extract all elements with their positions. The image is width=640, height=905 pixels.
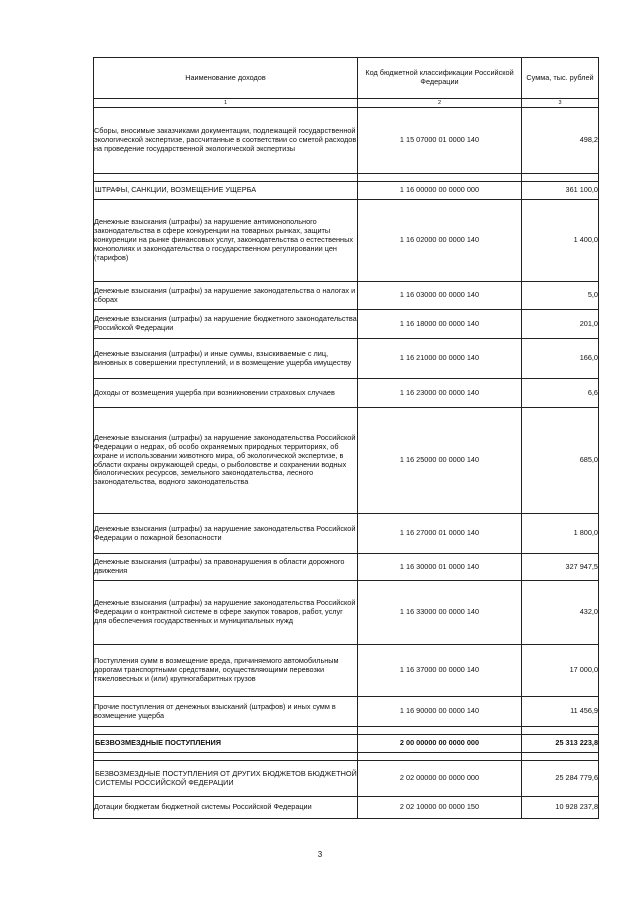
income-name: Денежные взыскания (штрафы) за нарушение законодательства о налогах и сборах xyxy=(94,282,358,310)
header-amount: Сумма, тыс. рублей xyxy=(522,58,599,99)
table-row xyxy=(94,200,599,282)
income-amount: 5,0 xyxy=(522,282,599,310)
spacer-row xyxy=(94,753,599,761)
income-amount: 10 928 237,8 xyxy=(522,797,599,819)
budget-code: 1 16 23000 00 0000 140 xyxy=(358,379,522,408)
table-row xyxy=(94,581,599,645)
table-row xyxy=(94,697,599,727)
income-amount: 327 947,5 xyxy=(522,554,599,581)
spacer-row xyxy=(94,727,599,735)
income-name: Денежные взыскания (штрафы) за нарушение законодательства Российской Федерации о недрах, об особо охраняемых природных территориях, об охране и использовании животного мира, об экологической экспертизе, в области охраны окружающей среды, о рыболовстве и сохранении водных биологических ресурсов, земельного законодательства, лесного законодательства, водного законодательства xyxy=(94,408,358,514)
income-amount: 25 313 223,8 xyxy=(522,735,599,753)
budget-code: 1 16 33000 00 0000 140 xyxy=(358,581,522,645)
table-row xyxy=(94,310,599,339)
income-name: Денежные взыскания (штрафы) и иные суммы, взыскиваемые с лиц, виновных в совершении преступлений, и в возмещение ущерба имуществу xyxy=(94,339,358,379)
table-row xyxy=(94,514,599,554)
budget-code: 2 00 00000 00 0000 000 xyxy=(358,735,522,753)
table-row xyxy=(94,408,599,514)
income-amount: 498,2 xyxy=(522,108,599,174)
budget-code: 1 16 03000 00 0000 140 xyxy=(358,282,522,310)
income-amount: 685,0 xyxy=(522,408,599,514)
income-name: Денежные взыскания (штрафы) за нарушение антимонопольного законодательства в сфере конкуренции на товарных рынках, защиты конкуренции на рынке финансовых услуг, законодательства о естественных монополиях и законодательства о государственном регулировании цен (тарифов) xyxy=(94,200,358,282)
page-number: 3 xyxy=(317,850,323,859)
table-header-row xyxy=(94,58,599,99)
budget-code: 1 16 02000 00 0000 140 xyxy=(358,200,522,282)
income-name: Доходы от возмещения ущерба при возникновении страховых случаев xyxy=(94,379,358,408)
column-number-3: 3 xyxy=(522,99,599,108)
income-name: Поступления сумм в возмещение вреда, причиняемого автомобильным дорогам транспортными средствами, осуществляющими перевозки тяжеловесных и (или) крупногабаритных грузов xyxy=(94,645,358,697)
table-row xyxy=(94,735,599,753)
income-name: Денежные взыскания (штрафы) за нарушение законодательства Российской Федерации о контрактной системе в сфере закупок товаров, работ, услуг для обеспечения государственных и муниципальных нужд xyxy=(94,581,358,645)
income-amount: 361 100,0 xyxy=(522,182,599,200)
table-row xyxy=(94,645,599,697)
column-number-1: 1 xyxy=(94,99,358,108)
income-name: БЕЗВОЗМЕЗДНЫЕ ПОСТУПЛЕНИЯ ОТ ДРУГИХ БЮДЖЕТОВ БЮДЖЕТНОЙ СИСТЕМЫ РОССИЙСКОЙ ФЕДЕРАЦИИ xyxy=(94,761,358,797)
income-name: Прочие поступления от денежных взысканий (штрафов) и иных сумм в возмещение ущерба xyxy=(94,697,358,727)
table-row xyxy=(94,554,599,581)
table-row xyxy=(94,797,599,819)
table-row xyxy=(94,339,599,379)
income-amount: 201,0 xyxy=(522,310,599,339)
budget-code: 1 16 30000 01 0000 140 xyxy=(358,554,522,581)
table-row xyxy=(94,379,599,408)
table-row xyxy=(94,761,599,797)
header-budget-code: Код бюджетной классификации Российской Федерации xyxy=(358,58,522,99)
table-row xyxy=(94,282,599,310)
income-name: Денежные взыскания (штрафы) за нарушение бюджетного законодательства Российской Федерации xyxy=(94,310,358,339)
budget-code: 2 02 10000 00 0000 150 xyxy=(358,797,522,819)
revenue-table xyxy=(93,57,599,819)
budget-code: 1 16 18000 00 0000 140 xyxy=(358,310,522,339)
table-row xyxy=(94,182,599,200)
budget-code: 1 16 37000 00 0000 140 xyxy=(358,645,522,697)
column-number-row xyxy=(94,99,599,108)
header-income-name: Наименование доходов xyxy=(94,58,358,99)
budget-code: 1 16 27000 01 0000 140 xyxy=(358,514,522,554)
income-amount: 1 800,0 xyxy=(522,514,599,554)
budget-code: 1 16 90000 00 0000 140 xyxy=(358,697,522,727)
budget-code: 1 16 21000 00 0000 140 xyxy=(358,339,522,379)
income-name: Денежные взыскания (штрафы) за правонарушения в области дорожного движения xyxy=(94,554,358,581)
income-amount: 17 000,0 xyxy=(522,645,599,697)
budget-code: 1 15 07000 01 0000 140 xyxy=(358,108,522,174)
income-name: Дотации бюджетам бюджетной системы Российской Федерации xyxy=(94,797,358,819)
income-name: БЕЗВОЗМЕЗДНЫЕ ПОСТУПЛЕНИЯ xyxy=(94,735,358,753)
income-name: Денежные взыскания (штрафы) за нарушение законодательства Российской Федерации о пожарной безопасности xyxy=(94,514,358,554)
income-amount: 432,0 xyxy=(522,581,599,645)
income-amount: 25 284 779,6 xyxy=(522,761,599,797)
column-number-2: 2 xyxy=(358,99,522,108)
table-row xyxy=(94,108,599,174)
income-amount: 6,6 xyxy=(522,379,599,408)
income-name: ШТРАФЫ, САНКЦИИ, ВОЗМЕЩЕНИЕ УЩЕРБА xyxy=(94,182,358,200)
budget-code: 1 16 25000 00 0000 140 xyxy=(358,408,522,514)
income-amount: 1 400,0 xyxy=(522,200,599,282)
spacer-row xyxy=(94,174,599,182)
budget-code: 2 02 00000 00 0000 000 xyxy=(358,761,522,797)
budget-code: 1 16 00000 00 0000 000 xyxy=(358,182,522,200)
income-amount: 166,0 xyxy=(522,339,599,379)
income-name: Сборы, вносимые заказчиками документации, подлежащей государственной экологической экспертизе, рассчитанные в соответствии со сметой расходов на проведение государственной экологической экспертизы xyxy=(94,108,358,174)
income-amount: 11 456,9 xyxy=(522,697,599,727)
